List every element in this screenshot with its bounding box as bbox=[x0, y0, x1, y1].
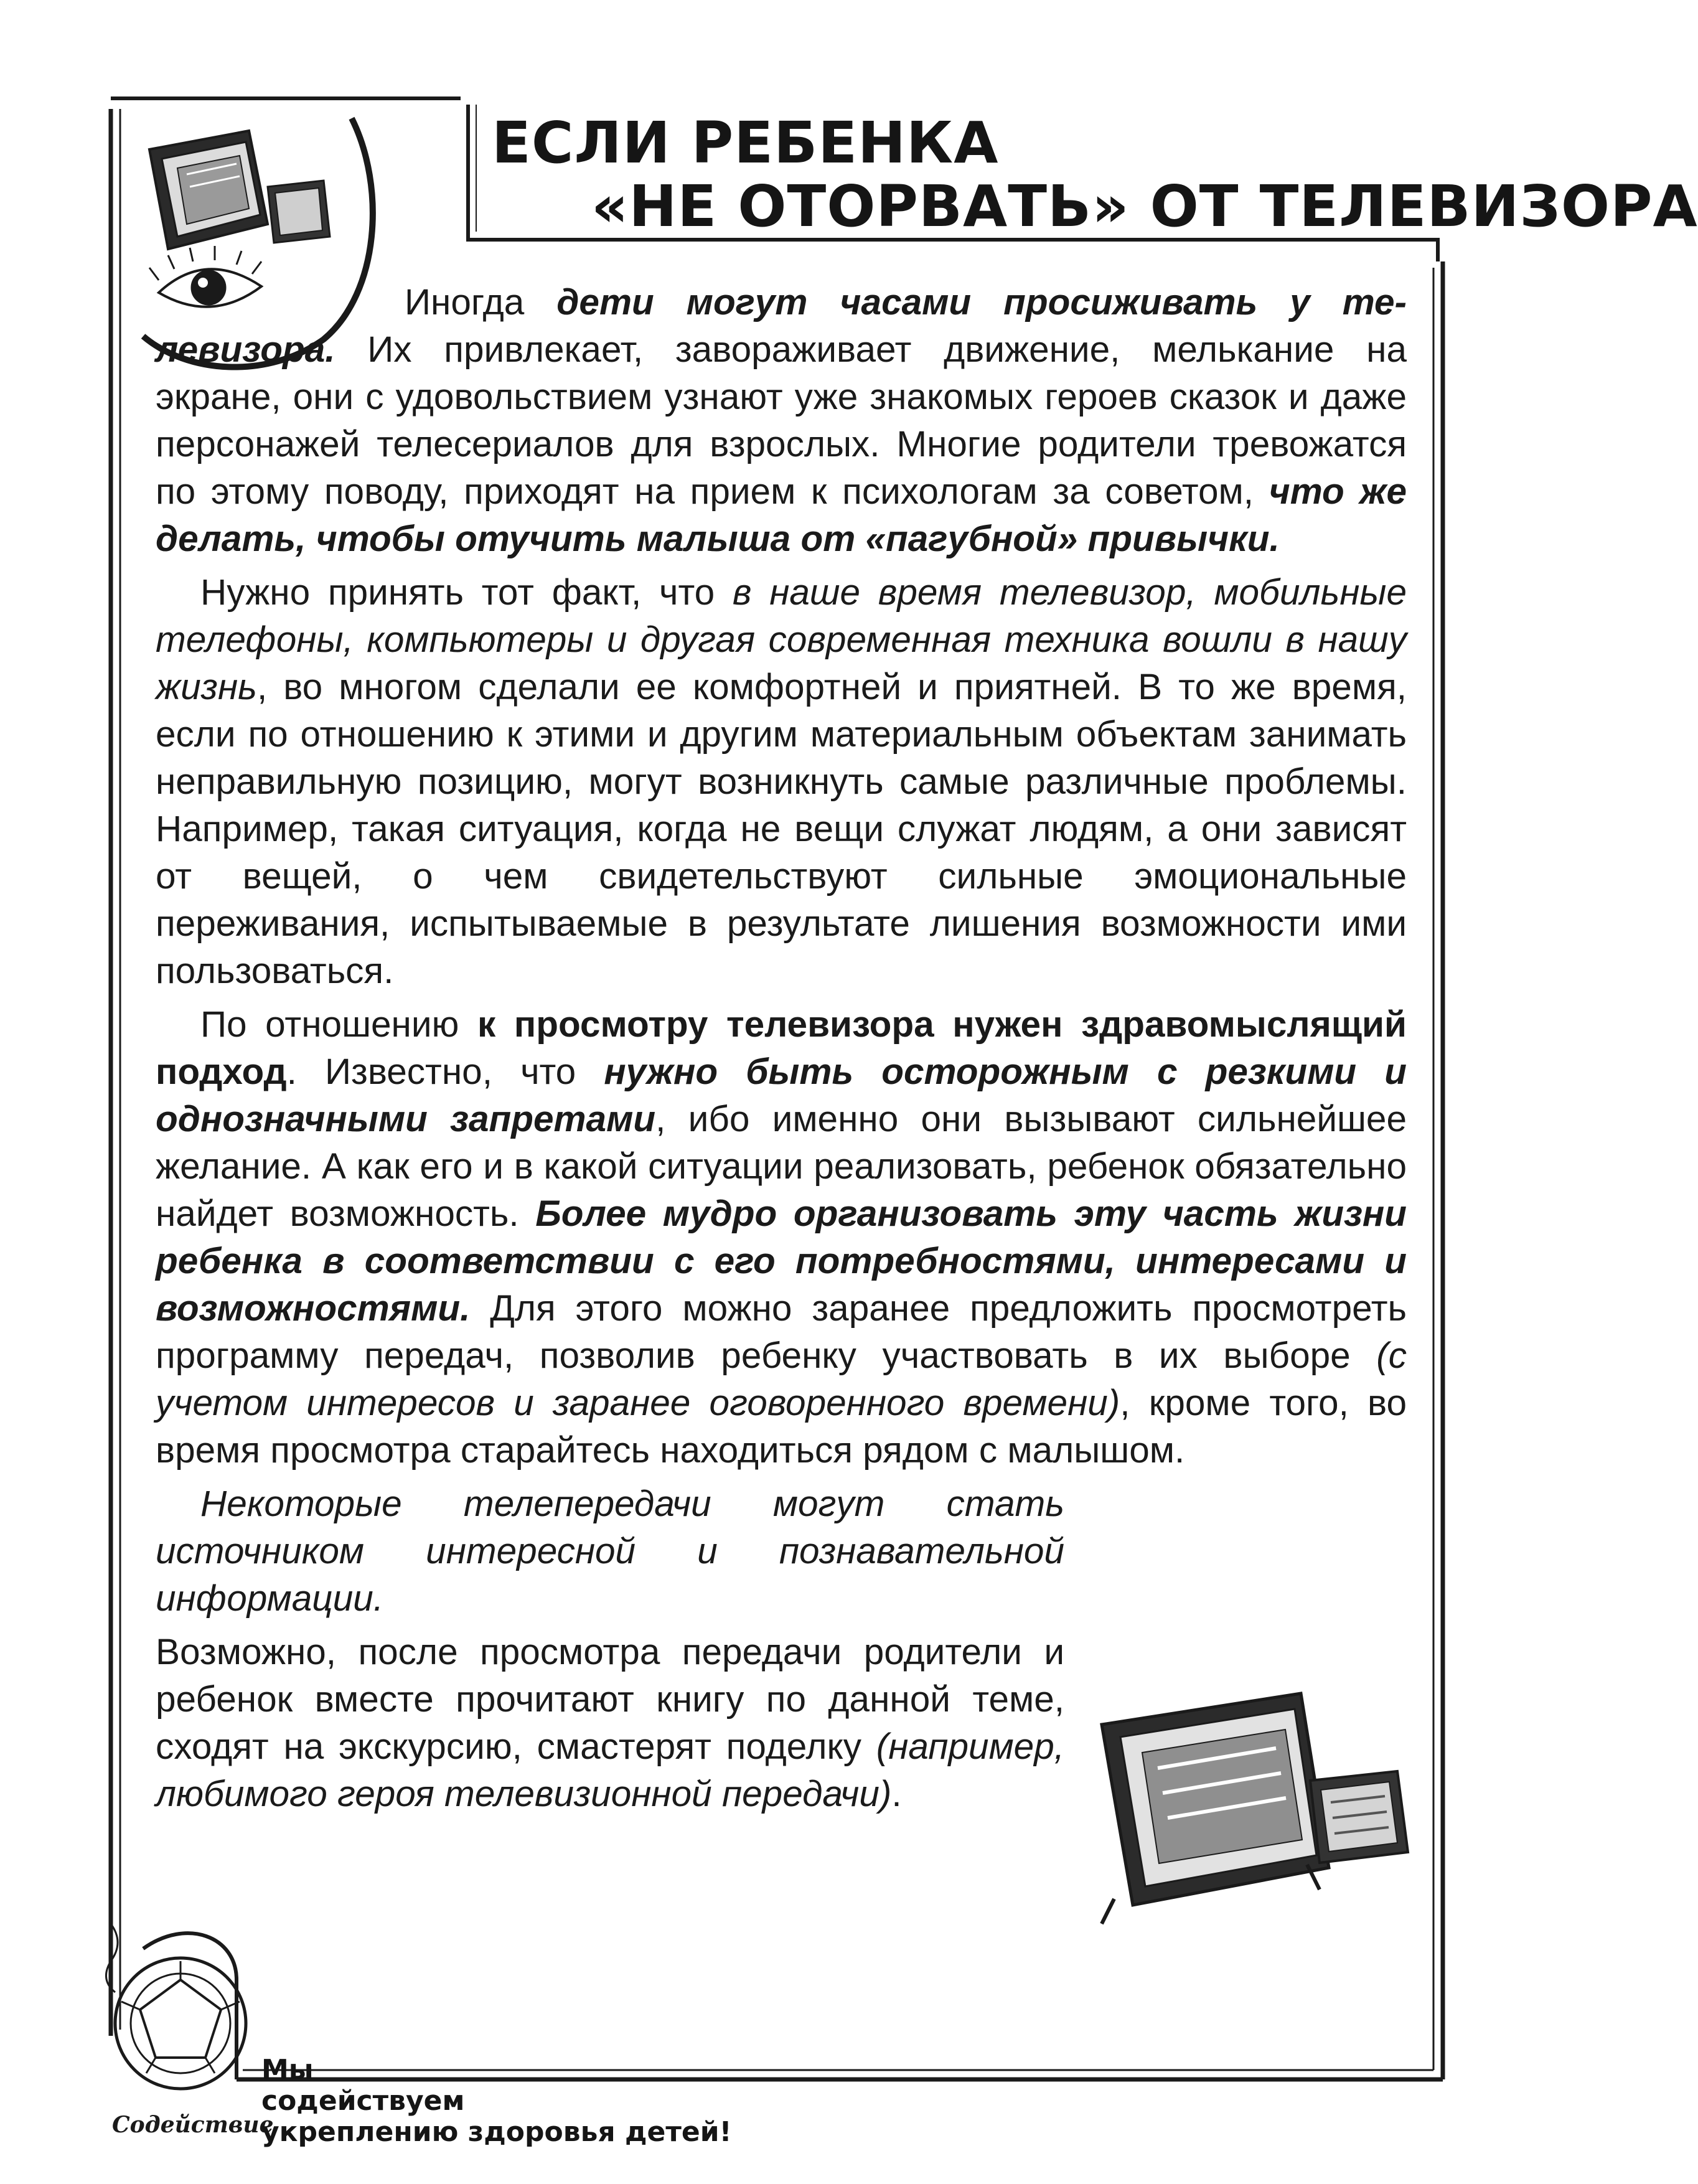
p2-italic-b: в наше время телевизор, мобильные телефоны, компьютеры и другая современная техника вошли в нашу жизнь bbox=[156, 572, 1407, 707]
p3-text-c: . Известно, что bbox=[286, 1052, 604, 1092]
p3-text-e: , ибо именно они вызывают сильнейшее желание. А как его и в какой ситуации реализовать, ребенок обязательно найдет возможность. bbox=[156, 1099, 1407, 1234]
p3-text-g: Для этого можно заранее предложить просмотреть программу передач, позволив ребенку участвовать в их выборе bbox=[156, 1288, 1407, 1376]
p3-emphasis-d: нужно быть осторожным с резкими и однозначными запретами bbox=[156, 1052, 1407, 1139]
p3-text-i: , кроме того, во время просмотра старайтесь находиться рядом с малышом. bbox=[156, 1383, 1407, 1471]
footer-line-3: укреплению здоровья детей! bbox=[261, 2116, 732, 2148]
p1-emphasis-d: что же делать, чтобы отучить малыша от «пагубной» привычки. bbox=[156, 471, 1407, 559]
p5-text-c: . bbox=[891, 1774, 902, 1814]
p3-text-a: По отношению bbox=[200, 1004, 477, 1045]
p3-emphasis-f: Более мудро организовать эту часть жизни ребенка в соответствии с его потребностями, интересами и возможностями. bbox=[156, 1193, 1407, 1329]
p1-emphasis-b: дети могут часами просиживать у телевизора. bbox=[156, 282, 1407, 370]
p1-text-a: Иногда bbox=[405, 282, 557, 322]
p5-italic-b: (например, любимого героя телевизионной передачи) bbox=[156, 1726, 1064, 1814]
title-line-1: ЕСЛИ РЕБЕНКА bbox=[492, 110, 999, 176]
p2-text-c: , во многом сделали ее комфортней и приятней. В то же время, если по отношению к этими и другим материальным объектам занимать неправильную позицию, могут возникнуть самые различные проблемы. Например, такая ситуация, когда не вещи служат людям, а они зависят от вещей, о чем свидетельствуют сильные эмоциональные переживания, испытываемые в результате лишения возможности ими пользоваться. bbox=[156, 667, 1407, 991]
footer-line-1: Мы bbox=[261, 2054, 314, 2086]
p2-text-a: Нужно принять тот факт, что bbox=[200, 572, 733, 613]
logo-wordmark: Содействие bbox=[112, 2112, 274, 2138]
p5-text-a: Возможно, после просмотра передачи родители и ребенок вместе прочитают книгу по данной теме, сходят на экскурсию, смастерят поделку bbox=[156, 1632, 1064, 1767]
footer-line-2: содействуем bbox=[261, 2085, 465, 2117]
p3-italic-h: (с учетом интересов и заранее оговоренного времени) bbox=[156, 1335, 1407, 1423]
p1-text-c: Их привлекает, завораживает движение, мелькание на экране, они с удовольствием узнают уже знакомых героев сказок и даже персонажей телесериалов для взрослых. Многие родители тревожатся по этому поводу, приходят на прием к психологам за советом, bbox=[156, 329, 1407, 512]
title-line-2: «НЕ ОТОРВАТЬ» ОТ ТЕЛЕВИЗОРА bbox=[591, 173, 1698, 240]
paragraph-4: Некоторые телепередачи могут стать источником интересной и познавательной информации. bbox=[156, 1484, 1064, 1619]
p3-bold-b: к просмотру телевизора нужен здравомыслящий подход bbox=[156, 1004, 1407, 1092]
